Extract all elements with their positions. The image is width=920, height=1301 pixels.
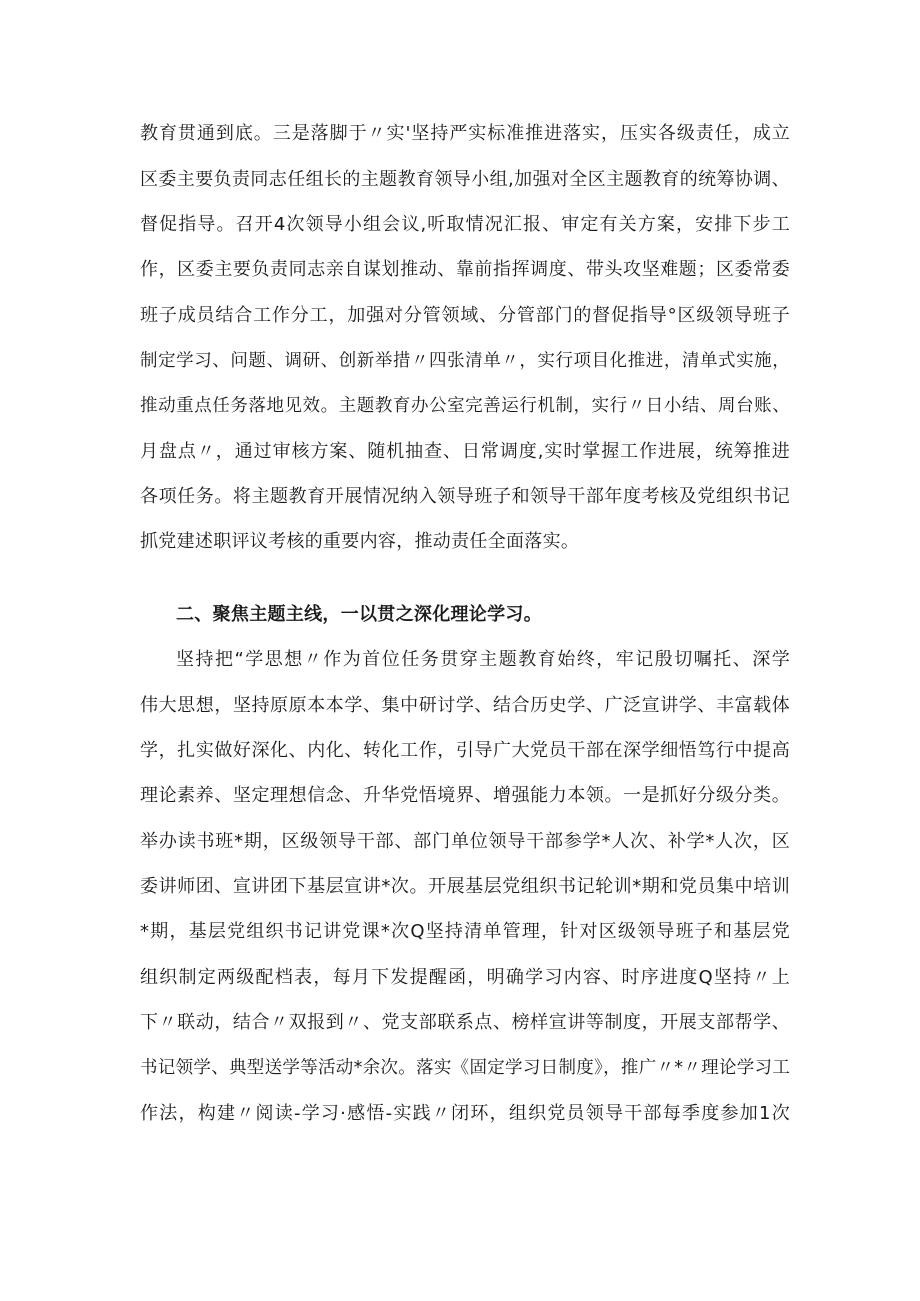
paragraph-2-line-2: 伟大思想，坚持原原本本学、集中研讨学、结合历史学、广泛宣讲学、丰富载体 (140, 695, 790, 716)
paragraph-2-line-6: 委讲师团、宣讲团下基层宣讲*次。开展基层党组织书记轮训*期和党员集中培训 (140, 876, 790, 897)
paragraph-2-line-4: 理论素养、坚定理想信念、升华党悟境界、增强能力本领。一是抓好分级分类。 (140, 785, 790, 806)
paragraph-1-line-3: 督促指导。召开4次领导小组会议,听取情况汇报、审定有关方案，安排下步工 (140, 214, 790, 235)
paragraph-2-line-9: 下〃联动，结合〃双报到〃、党支部联系点、榜样宣讲等制度，开展支部帮学、 (140, 1012, 790, 1033)
paragraph-2-line-3: 学，扎实做好深化、内化、转化工作，引导广大党员干部在深学细悟笃行中提高 (140, 740, 790, 761)
paragraph-2-line-7: *期，基层党组织书记讲党课*次Q坚持清单管理，针对区级领导班子和基层党 (140, 921, 790, 942)
paragraph-1-line-5: 班子成员结合工作分工，加强对分管领域、分管部门的督促指导°区级领导班子 (140, 305, 790, 326)
paragraph-2-line-11: 作法，构建〃阅读-学习·感悟-实践〃闭环，组织党员领导干部每季度参加1次 (140, 1103, 790, 1124)
section-heading: 二、聚焦主题主线，一以贯之深化理论学习。 (176, 604, 542, 625)
paragraph-2-line-5: 举办读书班*期，区级领导干部、部门单位领导干部参学*人次、补学*人次，区 (140, 831, 790, 852)
paragraph-2-line-1: 坚持把“学思想〃作为首位任务贯穿主题教育始终，牢记殷切嘱托、深学 (176, 649, 790, 670)
paragraph-2-line-10: 书记领学、典型送学等活动*余次。落实《固定学习日制度》，推广〃*〃理论学习工 (140, 1058, 791, 1078)
paragraph-1-line-10: 抓党建述职评议考核的重要内容，推动责任全面落实。 (140, 531, 580, 552)
paragraph-1-line-9: 各项任务。将主题教育开展情况纳入领导班子和领导干部年度考核及党组织书记 (140, 486, 790, 507)
paragraph-1-line-8: 月盘点〃，通过审核方案、随机抽查、日常调度,实时掌握工作进展，统筹推进 (140, 441, 790, 462)
paragraph-1-line-4: 作，区委主要负责同志亲自谋划推动、靠前指挥调度、带头攻坚难题；区委常委 (140, 259, 790, 280)
paragraph-2-line-8: 组织制定两级配档表，每月下发提醒函，明确学习内容、时序进度Q坚持〃上 (140, 967, 790, 988)
paragraph-1-line-6: 制定学习、问题、调研、创新举措〃四张清单〃，实行项目化推进，清单式实施， (140, 351, 790, 371)
paragraph-1-line-7: 推动重点任务落地见效。主题教育办公室完善运行机制，实行〃日小结、周台账、 (140, 396, 790, 416)
paragraph-1-line-2: 区委主要负责同志任组长的主题教育领导小组,加强对全区主题教育的统筹协调、 (140, 169, 790, 190)
paragraph-1-line-1: 教育贯通到底。三是落脚于〃实'坚持严实标准推进落实，压实各级责任，成立 (140, 123, 790, 144)
